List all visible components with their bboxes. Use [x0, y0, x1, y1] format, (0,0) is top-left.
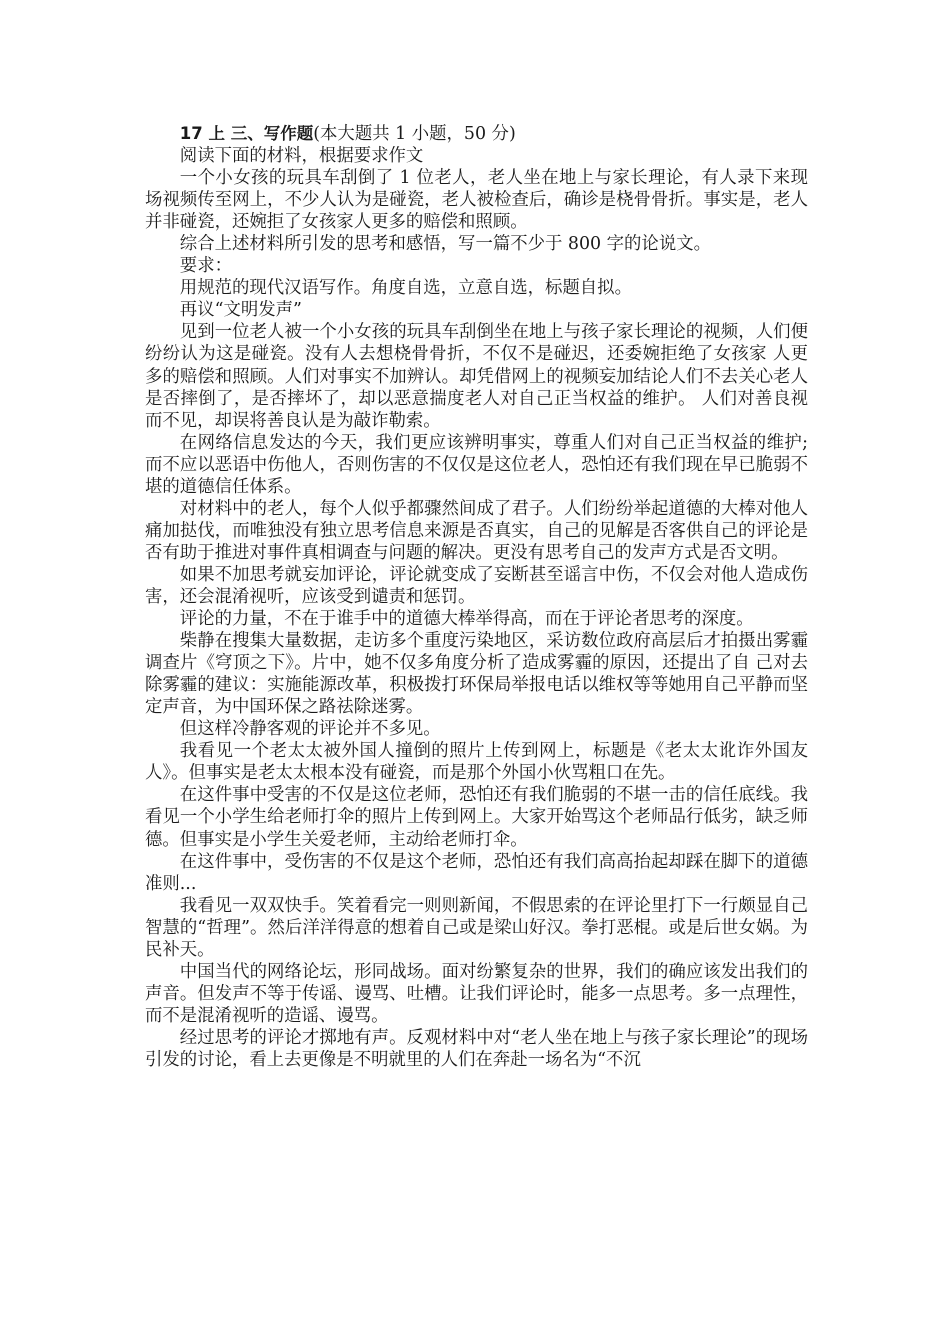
paragraph: 但这样冷静客观的评论并不多见。 — [179, 719, 441, 740]
question-score-note: (本大题共 1 小题，50 分) — [313, 124, 516, 144]
question-heading — [145, 123, 808, 145]
paragraph: 在这件事中受害的不仅是这位老师，恐怕还有我们脆弱的不堪一击的信任底线。我看见一个小学生给老师打伞的照片上传到网上。大家开始骂这个老师品行低劣，缺乏师德。但事实是小学生关爱老师，主动给老师打伞。 — [145, 785, 808, 850]
paragraph: 我看见一个老太太被外国人撞倒的照片上传到网上，标题是《老太太讹诈外国友人》。但事实是老太太根本没有碰瓷，而是那个外国小伙骂粗口在先。 — [145, 741, 808, 784]
paragraph: 如果不加思考就妄加评论，评论就变成了妄断甚至谣言中伤，不仅会对他人造成伤害，还会混淆视听，应该受到谴责和惩罚。 — [145, 564, 808, 607]
paragraph: 在网络信息发达的今天，我们更应该辨明事实，尊重人们对自己正当权益的维护;而不应以恶语中伤他人，否则伤害的不仅仅是这位老人，恐怕还有我们现在早已脆弱不堪的道德信任体系。 — [145, 432, 808, 497]
paragraph: 在这件事中，受伤害的不仅是这个老师，恐怕还有我们高高抬起却踩在脚下的道德准则... — [145, 851, 808, 894]
paragraph: 中国当代的网络论坛，形同战场。面对纷繁复杂的世界，我们的确应该发出我们的声音。但发声不等于传谣、谩骂、吐槽。让我们评论时，能多一点思考。多一点理性，而不是混淆视听的造谣、谩骂。 — [145, 961, 808, 1026]
paragraph: 要求： — [179, 256, 232, 277]
paragraph: 对材料中的老人，每个人似乎都骤然间成了君子。人们纷纷举起道德的大棒对他人痛加挞伐，而唯独没有独立思考信息来源是否真实，自己的见解是否客供自己的评论是否有助于推进对事件真相调查与问题的解决。更没有思考自己的发声方式是否文明。 — [145, 498, 808, 563]
document-page — [145, 123, 808, 1071]
essay-title: 再议“文明发声” — [179, 300, 302, 321]
body-text — [145, 145, 808, 1071]
paragraph: 用规范的现代汉语写作。角度自选，立意自选，标题自拟。 — [179, 278, 632, 299]
paragraph: 一个小女孩的玩具车刮倒了 1 位老人，老人坐在地上与家长理论，有人录下来现场视频传至网上，不少人认为是碰瓷，老人被检查后，确诊是桡骨骨折。事实是，老人并非碰瓷，还婉拒了女孩家人更多的赔偿和照顾。 — [145, 168, 808, 233]
question-number-title: 17 上 三、写作题 — [179, 124, 314, 143]
paragraph: 评论的力量，不在于谁手中的道德大棒举得高，而在于评论者思考的深度。 — [179, 609, 754, 630]
paragraph: 见到一位老人被一个小女孩的玩具车刮倒坐在地上与孩子家长理论的视频，人们便纷纷认为这是碰瓷。没有人去想桡骨骨折，不仅不是碰迟，还委婉拒绝了女孩家 人更多的赔偿和照顾。人们对事实不加辨认。却凭借网上的视频妄加结论人们不去关心老人是否摔倒了，是否摔坏了，却以恶意揣度老人对自己正当权益的维护。 人们对善良视而不见，却误将善良认是为敲诈勒索。 — [145, 322, 808, 431]
paragraph: 阅读下面的材料，根据要求作文 — [179, 146, 424, 167]
paragraph: 经过思考的评论才掷地有声。反观材料中对“老人坐在地上与孩子家长理论”的现场引发的讨论，看上去更像是不明就里的人们在奔赴一场名为“不沉 — [145, 1027, 808, 1070]
paragraph: 柴静在搜集大量数据，走访多个重度污染地区，采访数位政府高层后才拍摄出雾霾调查片《穹顶之下》。片中，她不仅多角度分析了造成雾霾的原因，还提出了自 己对去除雾霾的建议：实施能源改革，积极拨打环保局举报电话以维权等等她用自己平静而坚定声音，为中国环保之路祛除迷雾。 — [145, 631, 808, 718]
paragraph: 我看见一双双快手。笑着看完一则则新闻，不假思索的在评论里打下一行颇显自己智慧的“哲理”。然后洋洋得意的想着自己或是梁山好汉。拳打恶棍。或是后世女娲。为民补天。 — [145, 895, 808, 960]
paragraph: 综合上述材料所引发的思考和感悟，写一篇不少于 800 字的论说文。 — [179, 234, 711, 255]
